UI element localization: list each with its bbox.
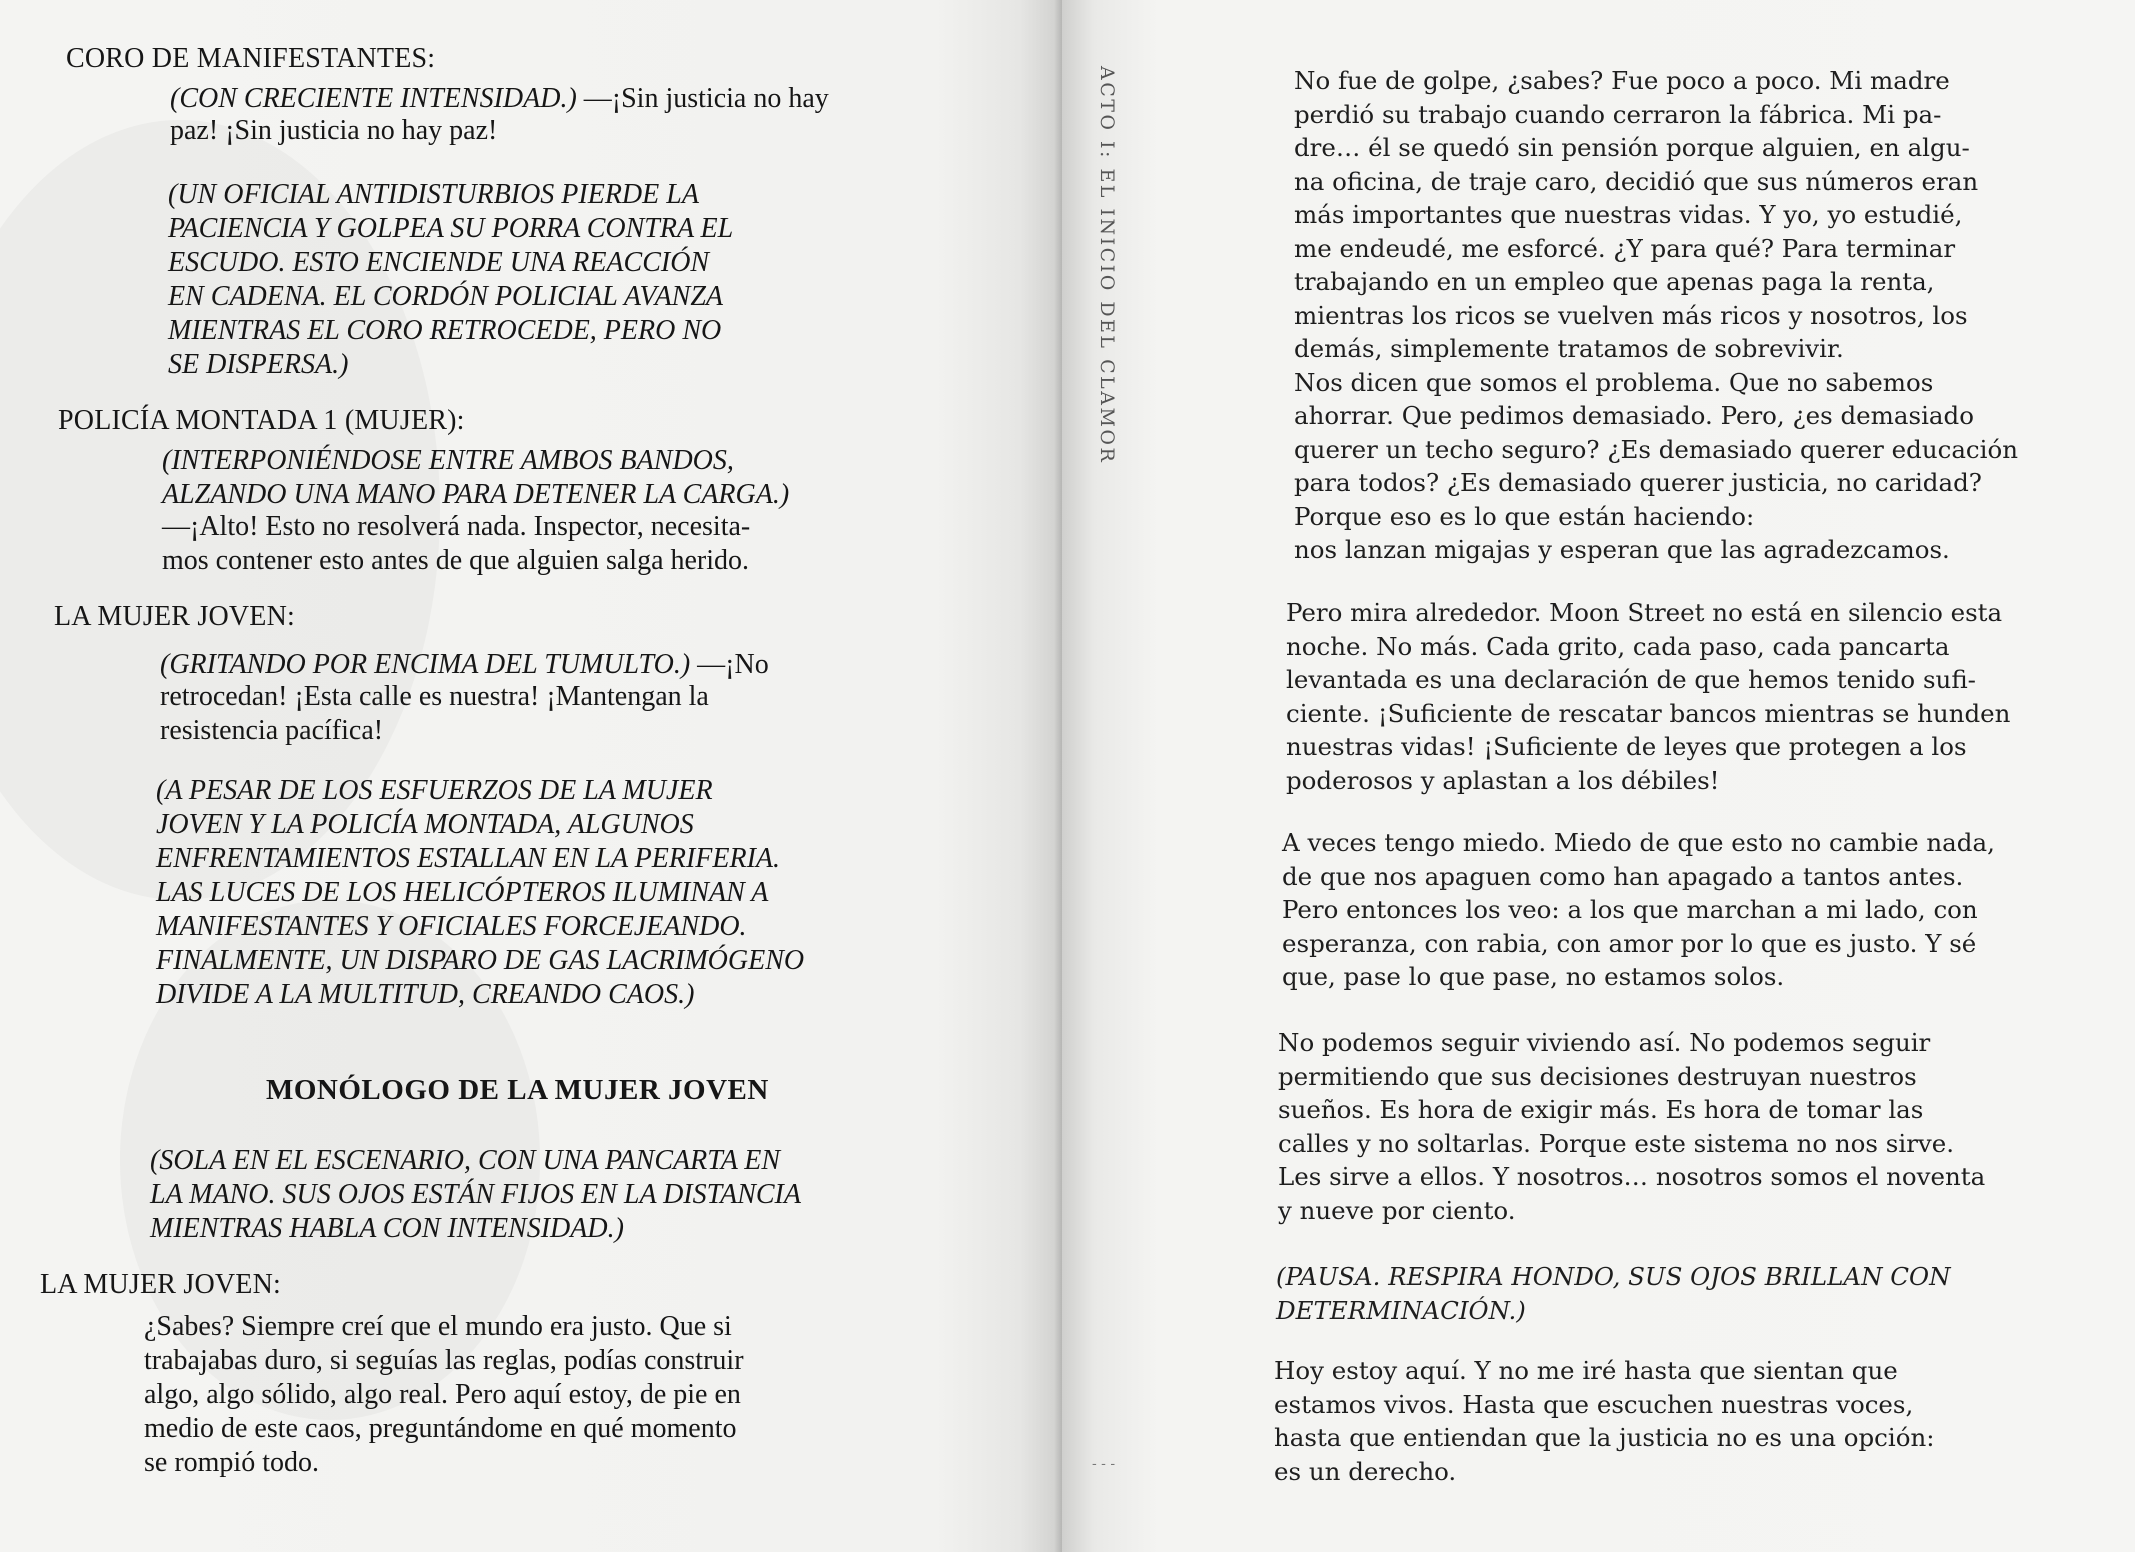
direction-line: MANIFESTANTES Y OFICIALES FORCEJEANDO. [156, 911, 747, 942]
text-line: perdió su trabajo cuando cerraron la fábrica. Mi pa- [1294, 99, 1942, 129]
text-line: levantada es una declaración de que hemos tenido sufi- [1286, 665, 1976, 694]
direction-line: ENFRENTAMIENTOS ESTALLAN EN LA PERIFERIA. [156, 843, 781, 874]
text-line: de que nos apaguen como han apagado a tantos antes. [1282, 861, 1964, 891]
direction-line: DIVIDE A LA MULTITUD, CREANDO CAOS.) [156, 979, 695, 1010]
text-line: ciente. ¡Suficiente de rescatar bancos mientras se hunden [1286, 698, 2011, 728]
text-line: trabajando en un empleo que apenas paga la renta, [1294, 267, 1935, 296]
text-line: na oficina, de traje caro, decidió que sus números eran [1294, 166, 1979, 196]
direction-line: (A PESAR DE LOS ESFUERZOS DE LA MUJER [156, 775, 713, 806]
text-line: que, pase lo que pase, no estamos solos. [1282, 962, 1785, 991]
text-line: permitiendo que sus decisiones destruyan nuestros [1278, 1061, 1917, 1091]
direction-line: EN CADENA. EL CORDÓN POLICIAL AVANZA [168, 281, 724, 312]
dialogue-line: —¡Alto! Esto no resolverá nada. Inspector, necesita- [162, 511, 751, 542]
text-line: poderosos y aplastan a los débiles! [1286, 765, 1720, 795]
monologue-paragraph-4 [1278, 1026, 1985, 1227]
dialogue-line: mos contener esto antes de que alguien salga herido. [162, 545, 750, 576]
dialogue-line: algo, algo sólido, algo real. Pero aquí estoy, de pie en [144, 1379, 741, 1410]
stage-direction-inline: (GRITANDO POR ENCIMA DEL TUMULTO.) [160, 649, 691, 680]
direction-line: LAS LUCES DE LOS HELICÓPTEROS ILUMINAN A [156, 877, 769, 908]
policia-dialogue [162, 510, 750, 578]
right-page [1062, 0, 2135, 1552]
coro-line-2: paz! ¡Sin justicia no hay paz! [170, 115, 498, 146]
stage-direction-2 [156, 774, 804, 1012]
dialogue-line: retrocedan! ¡Esta calle es nuestra! ¡Mantengan la [160, 681, 709, 712]
speaker-coro: CORO DE MANIFESTANTES: [66, 43, 436, 74]
monologue-paragraph-3 [1282, 826, 1995, 994]
text-line: A veces tengo miedo. Miedo de que esto no cambie nada, [1282, 828, 1995, 857]
text-line: para todos? ¿Es demasiado querer justicia, no caridad? [1294, 468, 1982, 497]
direction-line: ALZANDO UNA MANO PARA DETENER LA CARGA.) [162, 479, 790, 510]
dialogue-text: —¡No [697, 649, 769, 680]
monologue-paragraph-2 [1286, 596, 2010, 797]
text-line: me endeudé, me esforcé. ¿Y para qué? Para terminar [1294, 233, 1956, 263]
text-line: ahorrar. Que pedimos demasiado. Pero, ¿es demasiado [1294, 401, 1974, 430]
direction-line: JOVEN Y LA POLICÍA MONTADA, ALGUNOS [156, 809, 694, 840]
text-line: No fue de golpe, ¿sabes? Fue poco a poco. Mi madre [1294, 66, 1950, 95]
direction-line: PACIENCIA Y GOLPEA SU PORRA CONTRA EL [168, 213, 734, 244]
page-folio: - - - [1092, 1456, 1116, 1472]
left-page [0, 0, 1062, 1552]
coro-line-1 [170, 82, 829, 116]
text-line: más importantes que nuestras vidas. Y yo, yo estudié, [1294, 200, 1963, 229]
text-line: Les sirve a ellos. Y nosotros… nosotros somos el noventa [1278, 1162, 1986, 1191]
text-line: querer un techo seguro? ¿Es demasiado querer educación [1294, 434, 2019, 464]
dialogue-line: ¿Sabes? Siempre creí que el mundo era justo. Que si [144, 1311, 732, 1342]
text-line: y nueve por ciento. [1278, 1195, 1516, 1225]
direction-line: FINALMENTE, UN DISPARO DE GAS LACRIMÓGENO [156, 945, 805, 976]
text-line: No podemos seguir viviendo así. No podemos seguir [1278, 1028, 1931, 1057]
running-head: ACTO I: EL INICIO DEL CLAMOR [1096, 66, 1118, 465]
text-line: Pero entonces los veo: a los que marchan a mi lado, con [1282, 895, 1978, 924]
direction-line: (SOLA EN EL ESCENARIO, CON UNA PANCARTA EN [150, 1145, 781, 1176]
text-line: mientras los ricos se vuelven más ricos y nosotros, los [1294, 300, 1968, 330]
dialogue-line: resistencia pacífica! [160, 715, 384, 746]
text-line: sueños. Es hora de exigir más. Es hora de tomar las [1278, 1095, 1924, 1124]
direction-line: MIENTRAS HABLA CON INTENSIDAD.) [150, 1213, 624, 1244]
direction-line: DETERMINACIÓN.) [1276, 1295, 1526, 1325]
stage-direction-1 [168, 178, 733, 382]
direction-line: (UN OFICIAL ANTIDISTURBIOS PIERDE LA [168, 179, 699, 210]
text-line: dre… él se quedó sin pensión porque alguien, en algu- [1294, 133, 1970, 162]
text-line: nos lanzan migajas y esperan que las agradezcamos. [1294, 535, 1950, 564]
text-line: demás, simplemente tratamos de sobrevivir. [1294, 334, 1844, 363]
text-line: Hoy estoy aquí. Y no me iré hasta que sientan que [1274, 1356, 1898, 1385]
speaker-mujer-joven: LA MUJER JOVEN: [54, 601, 296, 632]
text-line: Porque eso es lo que están haciendo: [1294, 501, 1755, 531]
direction-line: (INTERPONIÉNDOSE ENTRE AMBOS BANDOS, [162, 445, 734, 476]
monologue-paragraph-5 [1274, 1354, 1935, 1488]
dialogue-line: se rompió todo. [144, 1447, 319, 1478]
text-line: nuestras vidas! ¡Suficiente de leyes que protegen a los [1286, 732, 1967, 761]
text-line: esperanza, con rabia, con amor por lo que es justo. Y sé [1282, 928, 1977, 958]
dialogue-line: medio de este caos, preguntándome en qué momento [144, 1413, 737, 1444]
direction-line: ESCUDO. ESTO ENCIENDE UNA REACCIÓN [168, 247, 710, 278]
direction-line: SE DISPERSA.) [168, 349, 349, 380]
dialogue-line: trabajabas duro, si seguías las reglas, podías construir [144, 1345, 744, 1376]
policia-direction [162, 444, 789, 512]
text-line: es un derecho. [1274, 1456, 1457, 1486]
text-line: Nos dicen que somos el problema. Que no sabemos [1294, 367, 1934, 397]
text-line: noche. No más. Cada grito, cada paso, cada pancarta [1286, 631, 1950, 661]
stage-direction-inline: (CON CRECIENTE INTENSIDAD.) [170, 83, 577, 114]
dialogue-text: —¡Sin justicia no hay [583, 83, 829, 114]
direction-line: MIENTRAS EL CORO RETROCEDE, PERO NO [168, 315, 722, 346]
speaker-policia: POLICÍA MONTADA 1 (MUJER): [58, 405, 465, 436]
monologue-title: MONÓLOGO DE LA MUJER JOVEN [266, 1074, 769, 1106]
direction-line: LA MANO. SUS OJOS ESTÁN FIJOS EN LA DISTANCIA [150, 1179, 801, 1210]
mujer-dialogue [160, 680, 709, 748]
text-line: calles y no soltarlas. Porque este sistema no nos sirve. [1278, 1128, 1955, 1158]
text-line: estamos vivos. Hasta que escuchen nuestras voces, [1274, 1389, 1914, 1419]
stage-direction-3 [150, 1144, 801, 1246]
text-line: Pero mira alrededor. Moon Street no está en silencio esta [1286, 598, 2003, 627]
mujer-line-1 [160, 648, 769, 682]
text-line: hasta que entiendan que la justicia no es una opción: [1274, 1423, 1935, 1452]
direction-line: (PAUSA. RESPIRA HONDO, SUS OJOS BRILLAN CON [1276, 1262, 1951, 1291]
speaker-mujer-joven-2: LA MUJER JOVEN: [40, 1269, 282, 1300]
monologue-paragraph-1 [1294, 64, 2018, 567]
stage-direction-pause [1276, 1260, 1951, 1327]
mujer-monologue-start [144, 1310, 744, 1480]
